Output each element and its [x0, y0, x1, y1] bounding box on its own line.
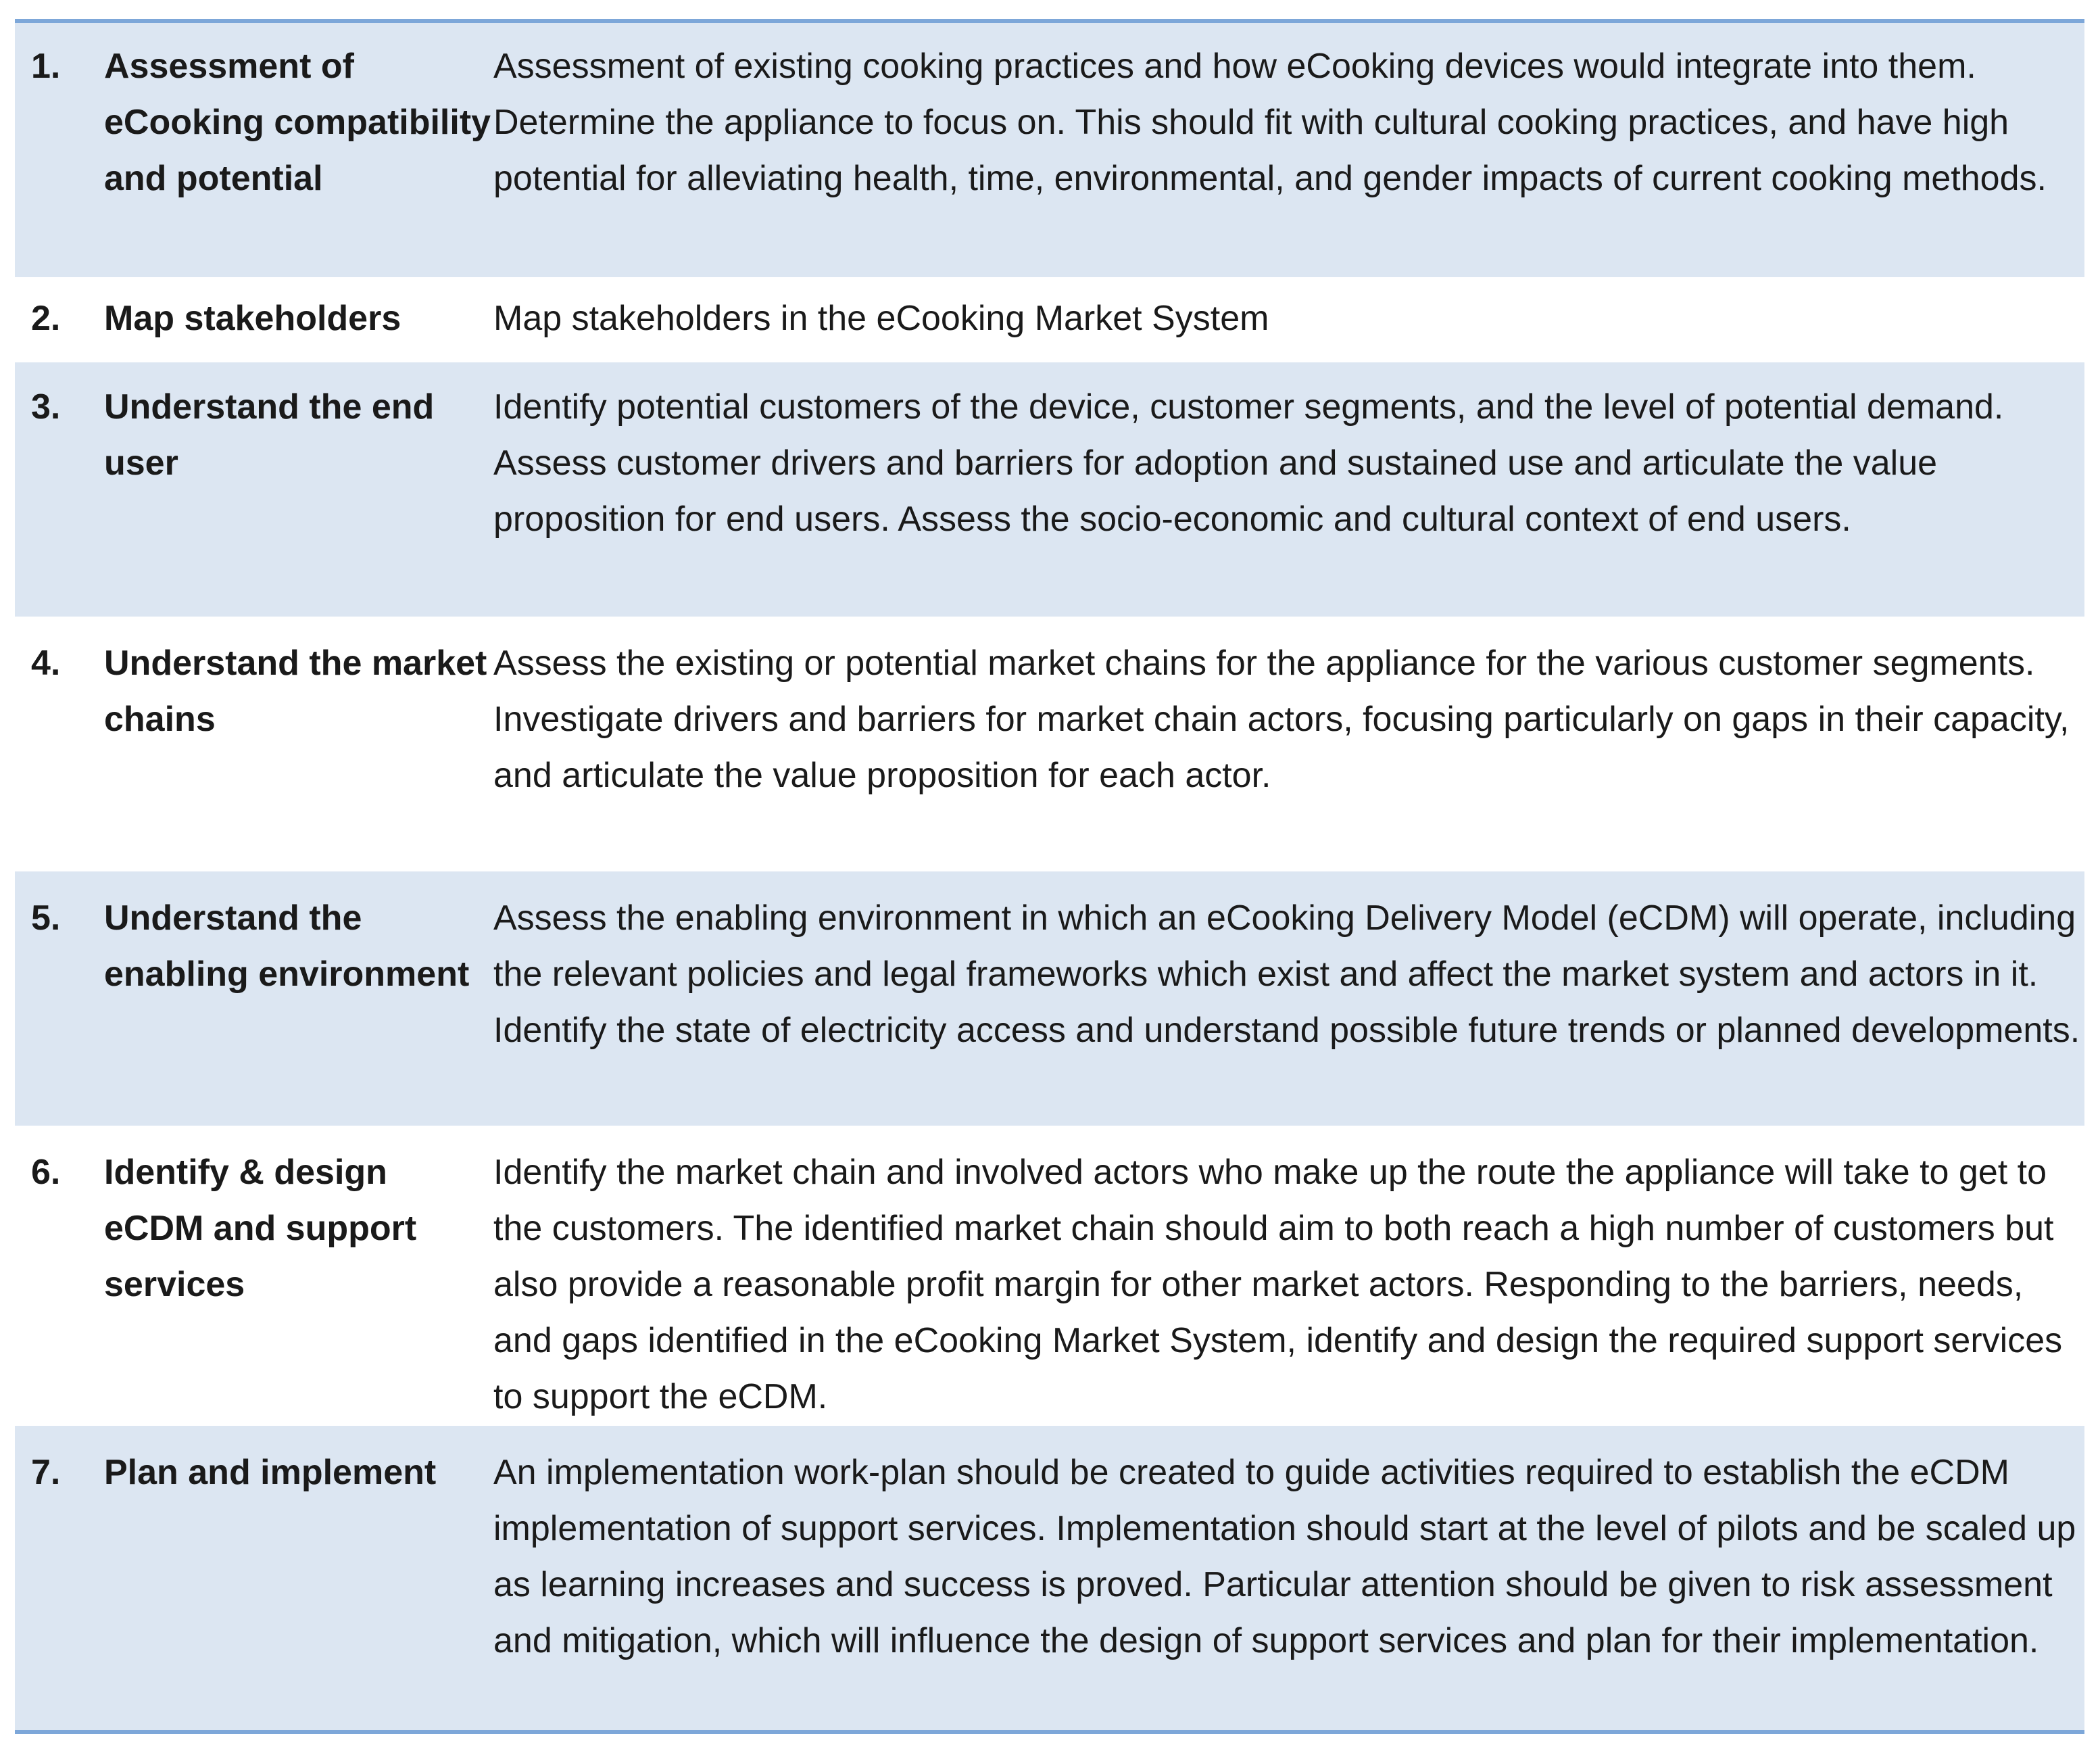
table-row-1 — [15, 23, 2084, 277]
step-number: 7. — [31, 1453, 61, 1492]
step-description: Identify the market chain and involved actors who make up the route the appliance will take to get to the customers. The identified market chain should aim to both reach a high number of customers but also provide a reasonable profit margin for other market actors. Responding to the barriers, needs, and gaps identified in the eCooking Market System, identify and design the required support services to support the eCDM. — [493, 1153, 2063, 1416]
step-number: 1. — [31, 47, 61, 86]
step-title: Assessment of eCooking compatibility and potential — [104, 47, 491, 198]
bottom-rule — [15, 1730, 2084, 1734]
step-title: Map stakeholders — [104, 299, 401, 338]
step-number: 4. — [31, 644, 61, 683]
step-description: Identify potential customers of the device, customer segments, and the level of potential demand. Assess customer drivers and barriers for adoption and sustained use and articulate the value proposition for end users. Assess the socio-economic and cultural context of end users. — [493, 387, 2004, 539]
step-number: 3. — [31, 387, 61, 427]
step-number: 2. — [31, 299, 61, 338]
step-description: Assess the existing or potential market chains for the appliance for the various customer segments. Investigate drivers and barriers for market chain actors, focusing particularly on gaps in their capacity, and articulate the value proposition for each actor. — [493, 644, 2070, 795]
step-description: An implementation work-plan should be created to guide activities required to establish the eCDM implementation of support services. Implementation should start at the level of pilots and be scaled up as learning increases and success is proved. Particular attention should be given to risk assessment and mitigation, which will influence the design of support services and plan for their implementation. — [493, 1453, 2076, 1660]
step-title: Plan and implement — [104, 1453, 437, 1492]
steps-table — [15, 19, 2084, 1734]
step-number: 5. — [31, 898, 61, 938]
step-number: 6. — [31, 1153, 61, 1192]
step-title: Understand the enabling environment — [104, 898, 470, 994]
step-title: Identify & design eCDM and support services — [104, 1153, 417, 1304]
step-description: Map stakeholders in the eCooking Market System — [493, 299, 1269, 338]
table-row-4 — [15, 617, 2084, 871]
table-row-6 — [15, 1126, 2084, 1426]
step-title: Understand the market chains — [104, 644, 487, 739]
table-row-5 — [15, 871, 2084, 1126]
table-row-2 — [15, 277, 2084, 362]
table-row-3 — [15, 362, 2084, 617]
step-description: Assess the enabling environment in which an eCooking Delivery Model (eCDM) will operate, including the relevant policies and legal frameworks which exist and affect the market system and actors in it. Identify the state of electricity access and understand possible future trends or planned developments. — [493, 898, 2080, 1050]
step-title: Understand the end user — [104, 387, 435, 483]
table-row-7 — [15, 1426, 2084, 1730]
step-description: Assessment of existing cooking practices and how eCooking devices would integrate into them. Determine the appliance to focus on. This should fit with cultural cooking practices, and have high potential for alleviating health, time, environmental, and gender impacts of current cooking methods. — [493, 47, 2047, 198]
